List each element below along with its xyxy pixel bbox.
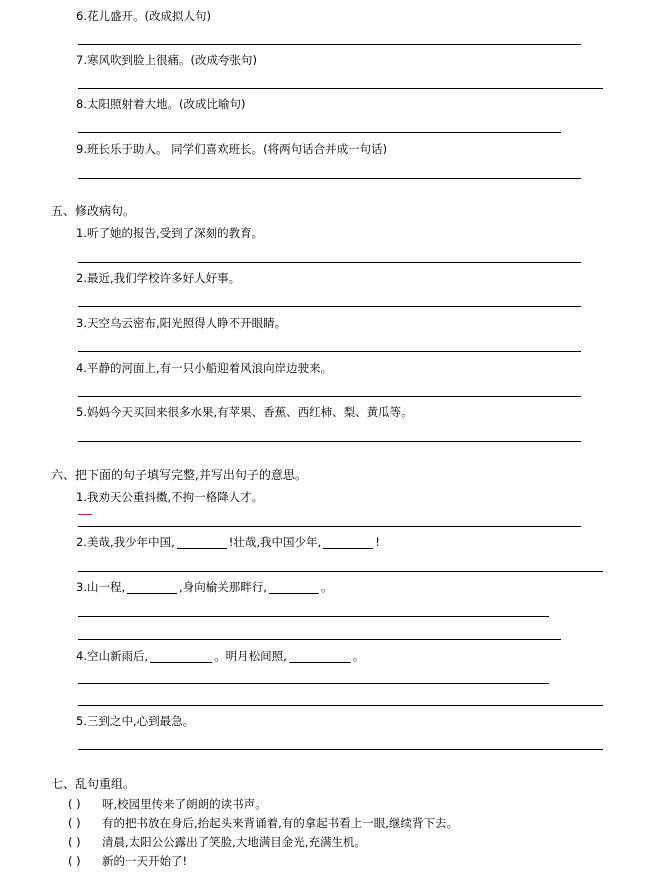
reorder-row	[68, 816, 458, 830]
poem-item-3	[76, 580, 332, 594]
reorder-row	[68, 797, 267, 811]
sick-sentence-2: 2.最近,我们学校许多好人好事。	[76, 271, 241, 285]
answer-line[interactable]	[78, 396, 581, 397]
sick-sentence-1: 1.听了她的报告,受到了深刻的教育。	[76, 226, 264, 240]
fill-blank[interactable]	[269, 581, 319, 594]
poem-item-2-part-a: 2.美哉,我少年中国,	[76, 535, 175, 549]
answer-line[interactable]	[78, 88, 603, 89]
rewrite-item-8: 8.太阳照射着大地。(改成比喻句)	[76, 97, 246, 111]
reorder-row	[68, 854, 187, 868]
poem-item-2-part-c: !	[375, 535, 380, 549]
answer-line[interactable]	[78, 44, 581, 45]
poem-item-2	[76, 535, 380, 549]
sick-sentence-4: 4.平静的河面上,有一只小船迎着风浪向岸边驶来。	[76, 361, 333, 375]
red-underline-mark	[78, 514, 92, 515]
order-bracket[interactable]: ( )	[68, 854, 81, 868]
order-bracket[interactable]: ( )	[68, 816, 81, 830]
order-bracket[interactable]: ( )	[68, 797, 81, 811]
poem-item-3-part-c: 。	[320, 580, 333, 594]
answer-line[interactable]	[78, 683, 549, 684]
reorder-sentence: 新的一天开始了!	[102, 854, 188, 868]
reorder-sentence: 呀,校园里传来了朗朗的读书声。	[102, 797, 267, 811]
answer-line[interactable]	[78, 705, 603, 706]
sick-sentence-3: 3.天空乌云密布,阳光照得人睁不开眼睛。	[76, 316, 287, 330]
fill-blank[interactable]	[323, 536, 373, 549]
poem-item-5: 5.三到之中,心到最急。	[76, 714, 195, 728]
fill-blank[interactable]	[289, 650, 351, 663]
answer-line[interactable]	[78, 571, 603, 572]
section-heading-6: 六、把下面的句子填写完整,并写出句子的意思。	[51, 468, 307, 482]
poem-item-1: 1.我劝天公重抖擞,不拘一格降人才。	[76, 490, 264, 504]
poem-item-4	[76, 649, 364, 663]
reorder-row	[68, 835, 366, 849]
reorder-sentence: 有的把书放在身后,抬起头来背诵着,有的拿起书看上一眼,继续背下去。	[102, 816, 458, 830]
poem-item-4-part-a: 4.空山新雨后,	[76, 649, 149, 663]
section-heading-7: 七、乱句重组。	[51, 777, 136, 791]
answer-line[interactable]	[78, 351, 581, 352]
poem-item-3-part-b: ,身向榆关那畔行,	[179, 580, 267, 594]
reorder-sentence: 清晨,太阳公公露出了笑脸,大地满目金光,充满生机。	[102, 835, 366, 849]
section-heading-5: 五、修改病句。	[51, 204, 136, 218]
answer-line[interactable]	[78, 639, 561, 640]
answer-line[interactable]	[78, 132, 561, 133]
poem-item-3-part-a: 3.山一程,	[76, 580, 126, 594]
fill-blank[interactable]	[150, 650, 212, 663]
fill-blank[interactable]	[177, 536, 227, 549]
rewrite-item-9: 9.班长乐于助人。 同学们喜欢班长。(将两句话合并成一句话)	[76, 142, 388, 156]
answer-line[interactable]	[78, 262, 581, 263]
answer-line[interactable]	[78, 306, 581, 307]
answer-line[interactable]	[78, 178, 581, 179]
answer-line[interactable]	[78, 441, 581, 442]
poem-item-4-part-b: 。明月松间照,	[214, 649, 287, 663]
answer-line[interactable]	[78, 526, 581, 527]
poem-item-4-part-c: 。	[352, 649, 365, 663]
order-bracket[interactable]: ( )	[68, 835, 81, 849]
answer-line[interactable]	[78, 616, 549, 617]
poem-item-2-part-b: !壮哉,我中国少年,	[228, 535, 322, 549]
fill-blank[interactable]	[127, 581, 177, 594]
sick-sentence-5: 5.妈妈今天买回来很多水果,有苹果、香蕉、西红柿、梨、黄瓜等。	[76, 405, 413, 419]
rewrite-item-6: 6.花儿盛开。(改成拟人句)	[76, 9, 211, 23]
rewrite-item-7: 7.寒风吹到脸上很痛。(改成夸张句)	[76, 53, 257, 67]
answer-line[interactable]	[78, 749, 603, 750]
